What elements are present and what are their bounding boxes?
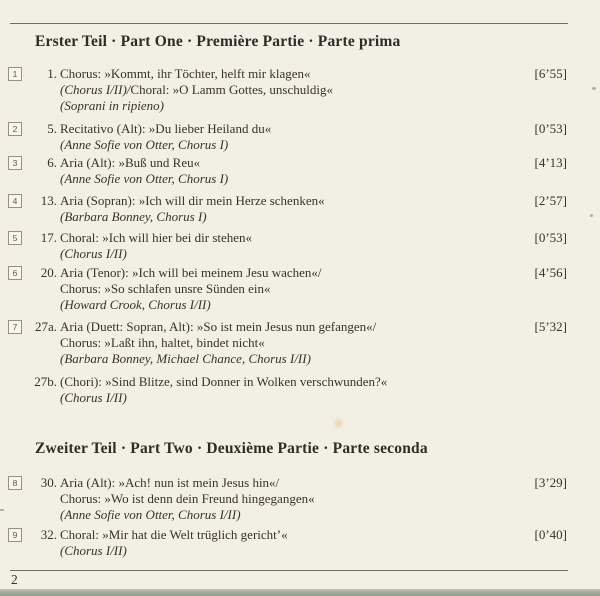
track-line	[60, 491, 530, 507]
bottom-rule	[10, 570, 568, 571]
track-duration: [3’29]	[534, 475, 567, 490]
movement-number: 32.	[40, 527, 57, 542]
performers-text: (Barbara Bonney, Michael Chance, Chorus I/II)	[60, 351, 311, 366]
title-text: Choral: »Ich will hier bei dir stehen«	[60, 230, 253, 245]
track-title-lines	[60, 121, 530, 153]
section-title-part-two: Zweiter Teil · Part Two · Deuxième Partie · Parte seconda	[35, 440, 428, 457]
track-line	[60, 193, 530, 209]
cd-track-number-badge: 8	[8, 476, 22, 490]
track-duration: [5’32]	[534, 319, 567, 334]
track-row	[0, 121, 600, 153]
track-line	[60, 297, 530, 313]
track-title-lines	[60, 527, 530, 559]
track-duration: [0’53]	[534, 230, 567, 245]
cd-track-number-badge: 5	[8, 231, 22, 245]
track-title-lines	[60, 66, 530, 114]
track-line	[60, 171, 530, 187]
track-duration: [2’57]	[534, 193, 567, 208]
track-duration: [6’55]	[534, 66, 567, 81]
performers-text: (Chorus I/II)	[60, 543, 127, 558]
track-line	[60, 475, 530, 491]
track-title-lines	[60, 374, 530, 406]
performers-text: (Anne Sofie von Otter, Chorus I)	[60, 171, 229, 186]
title-text: Chorus: »Wo ist denn dein Freund hingegangen«	[60, 491, 315, 506]
track-duration: [4’13]	[534, 155, 567, 170]
performers-text: (Chorus I/II)/	[60, 82, 131, 97]
track-line	[60, 98, 530, 114]
title-text: Aria (Alt): »Buß und Reu«	[60, 155, 201, 170]
title-text: (Chori): »Sind Blitze, sind Donner in Wolken verschwunden?«	[60, 374, 388, 389]
title-text: Recitativo (Alt): »Du lieber Heiland du«	[60, 121, 272, 136]
track-row	[0, 374, 600, 406]
title-text: Aria (Tenor): »Ich will bei meinem Jesu wachen«/	[60, 265, 322, 280]
cd-track-number-badge: 4	[8, 194, 22, 208]
track-title-lines	[60, 319, 530, 367]
track-line	[60, 230, 530, 246]
top-rule	[10, 23, 568, 24]
track-title-lines	[60, 155, 530, 187]
performers-text: (Barbara Bonney, Chorus I)	[60, 209, 207, 224]
section-title-part-one: Erster Teil · Part One · Première Partie · Parte prima	[35, 33, 401, 50]
scan-smudge	[330, 415, 347, 432]
title-text: Aria (Duett: Sopran, Alt): »So ist mein Jesus nun gefangen«/	[60, 319, 377, 334]
track-line	[60, 246, 530, 262]
movement-number: 17.	[40, 230, 57, 245]
title-text: Aria (Sopran): »Ich will dir mein Herze schenken«	[60, 193, 325, 208]
track-line	[60, 390, 530, 406]
page-number: 2	[11, 572, 18, 587]
movement-number: 27a.	[34, 319, 57, 334]
movement-number: 1.	[47, 66, 57, 81]
cd-track-number-badge: 2	[8, 122, 22, 136]
track-line	[60, 82, 530, 98]
track-row	[0, 155, 600, 187]
cd-track-number-badge: 3	[8, 156, 22, 170]
track-line	[60, 319, 530, 335]
track-title-lines	[60, 230, 530, 262]
cd-track-number-badge: 1	[8, 67, 22, 81]
cd-track-number-badge: 6	[8, 266, 22, 280]
performers-text: (Anne Sofie von Otter, Chorus I)	[60, 137, 229, 152]
scan-speck	[592, 87, 596, 90]
performers-text: (Chorus I/II)	[60, 390, 127, 405]
title-text: Aria (Alt): »Ach! nun ist mein Jesus hin«/	[60, 475, 280, 490]
movement-number: 6.	[47, 155, 57, 170]
title-text: Chorus: »Laßt ihn, haltet, bindet nicht«	[60, 335, 265, 350]
performers-text: (Soprani in ripieno)	[60, 98, 164, 113]
track-duration: [0’40]	[534, 527, 567, 542]
title-text: Chorus: »So schlafen unsre Sünden ein«	[60, 281, 271, 296]
cd-track-number-badge: 9	[8, 528, 22, 542]
track-duration: [4’56]	[534, 265, 567, 280]
title-text: Choral: »Mir hat die Welt trüglich gericht’«	[60, 527, 288, 542]
track-row	[0, 527, 600, 559]
track-line	[60, 374, 530, 390]
movement-number: 20.	[40, 265, 57, 280]
scan-speck	[590, 214, 593, 217]
title-text: Choral: »O Lamm Gottes, unschuldig«	[130, 82, 333, 97]
track-row	[0, 230, 600, 262]
movement-number: 5.	[47, 121, 57, 136]
track-line	[60, 66, 530, 82]
track-row	[0, 66, 600, 114]
track-title-lines	[60, 475, 530, 523]
track-line	[60, 281, 530, 297]
track-line	[60, 137, 530, 153]
track-line	[60, 351, 530, 367]
track-line	[60, 507, 530, 523]
track-duration: [0’53]	[534, 121, 567, 136]
track-title-lines	[60, 265, 530, 313]
cd-track-number-badge: 7	[8, 320, 22, 334]
performers-text: (Howard Crook, Chorus I/II)	[60, 297, 211, 312]
scan-speck	[0, 509, 4, 511]
performers-text: (Anne Sofie von Otter, Chorus I/II)	[60, 507, 241, 522]
track-row	[0, 193, 600, 225]
movement-number: 30.	[40, 475, 57, 490]
track-line	[60, 155, 530, 171]
track-line	[60, 209, 530, 225]
page-bottom-edge	[0, 589, 600, 596]
track-row	[0, 265, 600, 313]
movement-number: 13.	[40, 193, 57, 208]
track-line	[60, 335, 530, 351]
track-line	[60, 121, 530, 137]
track-row	[0, 475, 600, 523]
movement-number: 27b.	[34, 374, 57, 389]
track-line	[60, 265, 530, 281]
track-line	[60, 543, 530, 559]
track-line	[60, 527, 530, 543]
performers-text: (Chorus I/II)	[60, 246, 127, 261]
track-row	[0, 319, 600, 367]
title-text: Chorus: »Kommt, ihr Töchter, helft mir klagen«	[60, 66, 311, 81]
track-title-lines	[60, 193, 530, 225]
